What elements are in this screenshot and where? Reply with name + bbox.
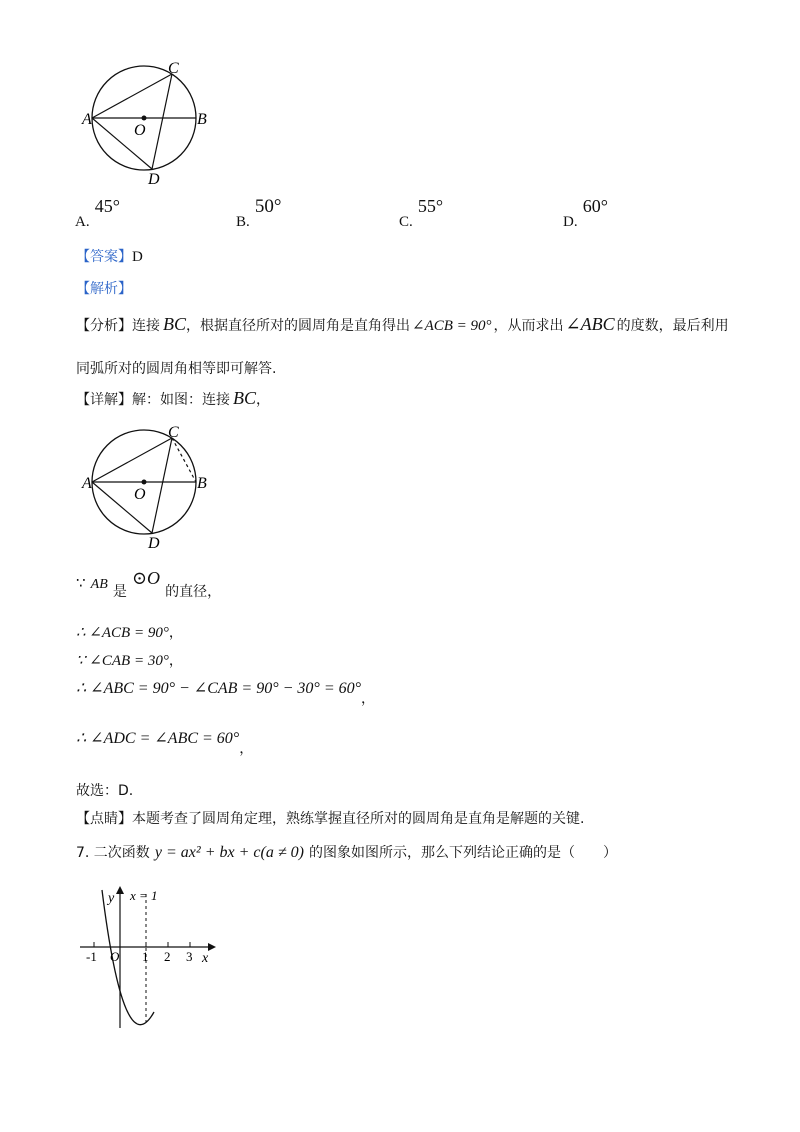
graph-origin-label: O (110, 949, 120, 964)
option-c-value: 55° (417, 196, 444, 216)
dianjing-tag: 【点睛】 (76, 811, 132, 827)
question-7 (76, 842, 617, 862)
xiangjie-line (76, 388, 270, 409)
step-1-ab: AB (90, 577, 108, 592)
graph-tick-1: 1 (142, 949, 149, 964)
option-c-letter: C. (399, 214, 413, 230)
circle-o-symbol: ⊙O (131, 568, 161, 588)
dianjing-line (76, 808, 584, 828)
step-1-diameter: 的直径， (165, 584, 222, 600)
fenxi-text-1: 连接 (132, 318, 160, 334)
option-b-value: 50° (254, 196, 282, 217)
step-4-punct: ， (361, 691, 376, 707)
graph-tick-2: 2 (164, 949, 171, 964)
fenxi-text-3: ，从而求出 (493, 318, 564, 334)
step-3-math: ∵ ∠CAB = 30° (76, 653, 169, 669)
xiangjie-text-1: 解：如图：连接 (132, 392, 230, 408)
because-symbol: ∵ (76, 574, 86, 592)
step-1 (76, 568, 222, 600)
step-2-punct: ， (168, 625, 183, 641)
fenxi-tag: 【分析】 (76, 318, 132, 334)
step-5-math: ∴ ∠ADC = ∠ABC = 60° (76, 730, 240, 747)
option-d-letter: D. (563, 214, 578, 230)
label-B: B (197, 111, 207, 128)
fenxi-math-acb: ∠ACB = 90° (412, 318, 492, 334)
fenxi-math-abc: ∠ABC (565, 314, 615, 334)
fenxi-math-bc: BC (163, 314, 187, 334)
graph-tick-neg1: -1 (86, 949, 97, 964)
step-3 (76, 650, 183, 670)
label-A: A (82, 111, 92, 128)
xiangjie-text-2: ， (256, 392, 271, 408)
step-4 (76, 678, 376, 707)
label-D: D (148, 535, 160, 552)
fenxi-line-1 (76, 314, 729, 335)
graph-axis-line-label: x = 1 (130, 888, 158, 903)
graph-x-label: x (202, 951, 209, 966)
label-B: B (197, 475, 207, 492)
option-b-letter: B. (236, 214, 250, 230)
dianjing-text: 本题考查了圆周角定理，熟练掌握直径所对的圆周角是直角是解题的关键. (132, 811, 585, 827)
fenxi-text-2: ，根据直径所对的圆周角是直角得出 (186, 318, 411, 334)
label-O: O (134, 486, 146, 503)
choose-line: 故选：D. (76, 783, 134, 799)
option-b (236, 196, 282, 230)
label-A: A (82, 475, 92, 492)
label-O: O (134, 122, 146, 139)
step-4-math: ∴ ∠ABC = 90° − ∠CAB = 90° − 30° = 60° (76, 680, 362, 697)
parabola-graph (80, 880, 230, 1030)
circle-figure-1 (80, 60, 220, 190)
step-1-shi: 是 (112, 584, 127, 600)
option-a-value: 45° (94, 196, 120, 216)
option-a (75, 196, 120, 230)
step-2-math: ∴ ∠ACB = 90° (76, 625, 169, 641)
answer-tag: 【答案】 (76, 249, 132, 265)
answer-value: D (132, 249, 143, 265)
label-C: C (168, 60, 179, 77)
answer-line (76, 246, 143, 266)
circle-figure-2 (80, 424, 220, 554)
fenxi-text-4: 的度数，最后利用 (616, 318, 729, 334)
step-5-punct: ， (239, 741, 254, 757)
q7-condition: (a ≠ 0) (260, 844, 304, 861)
step-5 (76, 728, 254, 757)
graph-tick-3: 3 (186, 949, 193, 964)
step-3-punct: ， (168, 653, 183, 669)
step-2 (76, 622, 183, 642)
option-d (563, 196, 608, 230)
q7-formula: y = ax² + bx + c (154, 844, 261, 861)
graph-y-label: y (108, 891, 115, 906)
xiangjie-math-bc: BC (233, 388, 257, 408)
option-a-letter: A. (75, 214, 90, 230)
analysis-tag: 【解析】 (76, 281, 132, 297)
q7-number: 7. 二次函数 (76, 845, 150, 861)
fenxi-line-2: 同弧所对的圆周角相等即可解答. (76, 361, 277, 377)
label-C: C (168, 424, 179, 441)
label-D: D (148, 171, 160, 188)
xiangjie-tag: 【详解】 (76, 392, 132, 408)
option-c (399, 196, 444, 230)
q7-tail: 的图象如图所示，那么下列结论正确的是（ ） (309, 845, 618, 861)
option-d-value: 60° (582, 196, 608, 216)
